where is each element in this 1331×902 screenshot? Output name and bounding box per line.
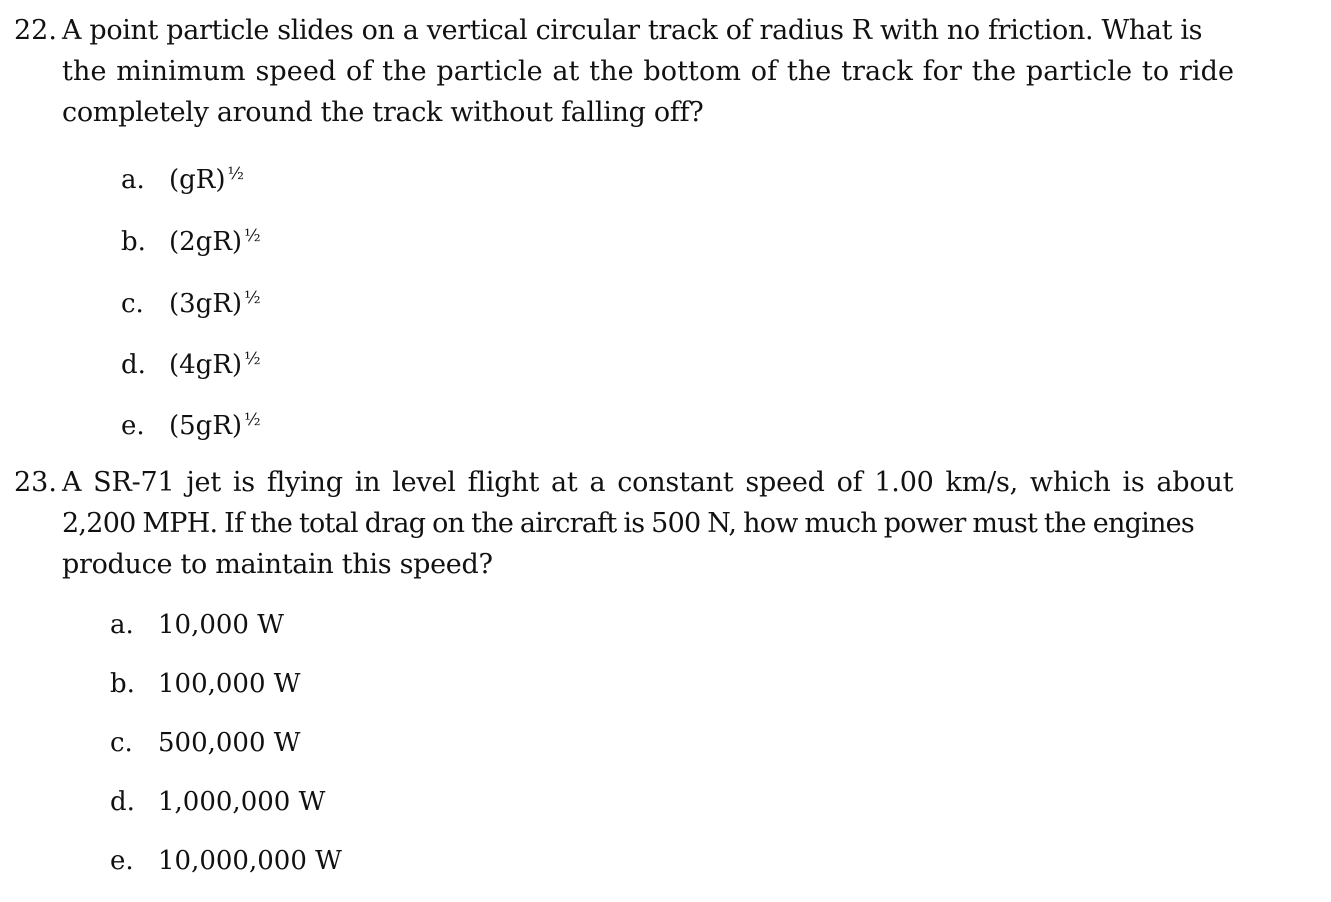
choice-letter: d.	[121, 350, 146, 380]
answer-choice-e[interactable]	[110, 845, 342, 877]
choice-letter: e.	[121, 411, 145, 441]
answer-choice-b[interactable]	[121, 220, 261, 258]
choice-text: 1,000,000 W	[158, 787, 326, 817]
choice-text: (3gR)	[169, 289, 243, 319]
question-number: 23.	[14, 467, 57, 498]
answer-choice-d[interactable]	[121, 343, 261, 381]
answer-choice-a[interactable]	[110, 609, 284, 641]
question-line: A point particle slides on a vertical circular track of radius R with no friction. What is	[62, 15, 1203, 46]
choice-letter: e.	[110, 846, 134, 876]
choice-text: (gR)	[169, 165, 226, 195]
choice-letter: c.	[121, 289, 144, 319]
question-line: completely around the track without falling off?	[62, 97, 704, 128]
answer-choice-d[interactable]	[110, 786, 325, 818]
choice-letter: d.	[110, 787, 135, 817]
choice-exponent: ½	[244, 226, 261, 246]
answer-choice-a[interactable]	[121, 158, 244, 196]
choice-letter: b.	[110, 669, 135, 699]
choice-text: (5gR)	[169, 411, 243, 441]
question-line: 2,200 MPH. If the total drag on the aircraft is 500 N, how much power must the engines	[62, 508, 1194, 539]
choice-exponent: ½	[227, 164, 244, 184]
choice-letter: c.	[110, 728, 133, 758]
choice-exponent: ½	[244, 288, 261, 308]
choice-exponent: ½	[244, 349, 261, 369]
choice-exponent: ½	[244, 410, 261, 430]
answer-choice-e[interactable]	[121, 404, 261, 442]
question-line: produce to maintain this speed?	[62, 549, 493, 580]
choice-text: 10,000 W	[158, 610, 284, 640]
choice-letter: a.	[121, 165, 145, 195]
choice-letter: a.	[110, 610, 134, 640]
choice-text: 500,000 W	[158, 728, 301, 758]
choice-text: 10,000,000 W	[158, 846, 342, 876]
question-number: 22.	[14, 15, 57, 46]
choice-letter: b.	[121, 227, 146, 257]
answer-choice-c[interactable]	[121, 282, 261, 320]
question-text	[62, 10, 1235, 133]
answer-choice-b[interactable]	[110, 668, 301, 700]
choice-text: (2gR)	[169, 227, 243, 257]
answer-choice-c[interactable]	[110, 727, 301, 759]
question-text	[62, 462, 1234, 585]
choice-text: (4gR)	[169, 350, 243, 380]
question-line: A SR-71 jet is flying in level flight at a constant speed of 1.00 km/s, which is about	[62, 467, 1234, 498]
question-line: the minimum speed of the particle at the bottom of the track for the particle to ride	[62, 56, 1235, 87]
choice-text: 100,000 W	[158, 669, 301, 699]
